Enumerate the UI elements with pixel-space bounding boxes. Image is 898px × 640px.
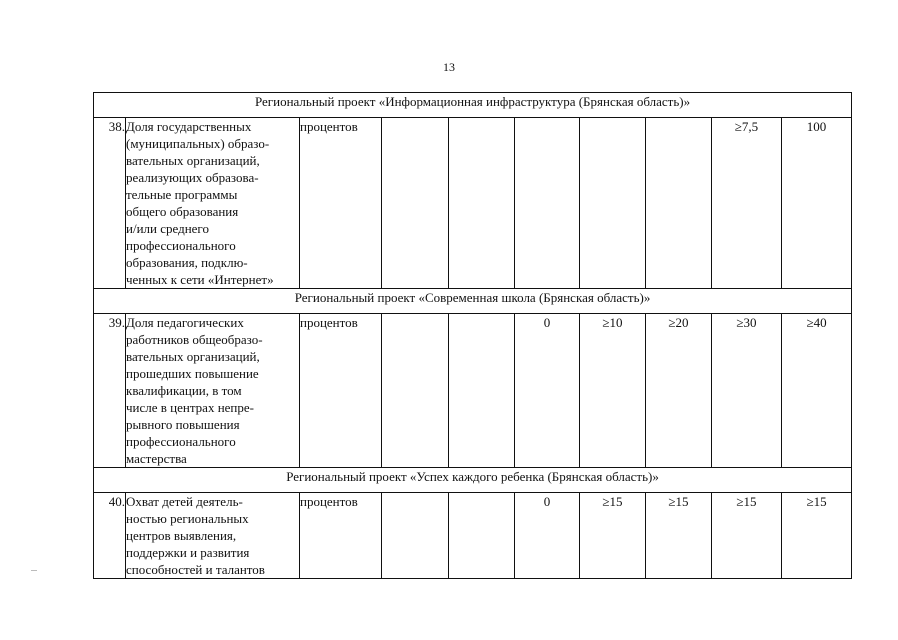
indicator-name-line: ченных к сети «Интернет» — [126, 272, 274, 287]
section-title: Региональный проект «Информационная инфраструктура (Брянская область)» — [94, 93, 852, 118]
value-cell: ≥10 — [580, 314, 646, 468]
value-cell: ≥15 — [712, 493, 782, 579]
table-row — [94, 314, 852, 468]
value-cell: ≥30 — [712, 314, 782, 468]
indicator-name-line: Доля педагогических — [126, 315, 244, 330]
value-cell: ≥7,5 — [712, 118, 782, 289]
row-number: 38. — [94, 118, 126, 289]
table-row — [94, 493, 852, 579]
indicators-table — [93, 92, 852, 579]
indicator-name-line: прошедших повышение — [126, 366, 259, 381]
value-cell — [515, 118, 580, 289]
section-header-row — [94, 289, 852, 314]
row-number: 39. — [94, 314, 126, 468]
indicator-name-line: Доля государственных — [126, 119, 252, 134]
indicator-name-line: (муниципальных) образо- — [126, 136, 270, 151]
indicator-name-line: мастерства — [126, 451, 187, 466]
indicator-name — [126, 314, 300, 468]
indicator-name — [126, 118, 300, 289]
unit-cell: процентов — [300, 493, 382, 579]
indicator-name-line: тельные программы — [126, 187, 238, 202]
indicator-name-line: профессионального — [126, 238, 236, 253]
value-cell: 100 — [782, 118, 852, 289]
value-cell — [580, 118, 646, 289]
indicator-name-line: числе в центрах непре- — [126, 400, 254, 415]
indicator-name-line: реализующих образова- — [126, 170, 259, 185]
indicator-name — [126, 493, 300, 579]
scan-mark — [31, 570, 37, 571]
value-cell — [382, 314, 449, 468]
indicator-name-line: ностью региональных — [126, 511, 249, 526]
unit-cell: процентов — [300, 118, 382, 289]
section-title: Региональный проект «Современная школа (Брянская область)» — [94, 289, 852, 314]
value-cell — [449, 314, 515, 468]
value-cell: 0 — [515, 314, 580, 468]
unit-cell: процентов — [300, 314, 382, 468]
value-cell — [449, 118, 515, 289]
indicator-name-line: вательных организаций, — [126, 349, 260, 364]
indicator-name-line: общего образования — [126, 204, 239, 219]
value-cell: ≥15 — [782, 493, 852, 579]
page-number: 13 — [443, 60, 455, 74]
indicator-name-line: Охват детей деятель- — [126, 494, 243, 509]
indicator-name-line: вательных организаций, — [126, 153, 260, 168]
value-cell: ≥20 — [646, 314, 712, 468]
value-cell: ≥15 — [646, 493, 712, 579]
indicator-name-line: профессионального — [126, 434, 236, 449]
indicator-name-line: центров выявления, — [126, 528, 237, 543]
indicator-name-line: квалификации, в том — [126, 383, 242, 398]
indicator-name-line: поддержки и развития — [126, 545, 250, 560]
value-cell: 0 — [515, 493, 580, 579]
indicator-name-line: способностей и талантов — [126, 562, 265, 577]
value-cell — [382, 493, 449, 579]
value-cell — [382, 118, 449, 289]
value-cell: ≥40 — [782, 314, 852, 468]
row-number: 40. — [94, 493, 126, 579]
section-title: Региональный проект «Успех каждого ребенка (Брянская область)» — [94, 468, 852, 493]
value-cell — [449, 493, 515, 579]
table-row — [94, 118, 852, 289]
value-cell: ≥15 — [580, 493, 646, 579]
indicator-name-line: и/или среднего — [126, 221, 209, 236]
value-cell — [646, 118, 712, 289]
indicator-name-line: работников общеобразо- — [126, 332, 263, 347]
indicator-name-line: образования, подклю- — [126, 255, 248, 270]
indicator-name-line: рывного повышения — [126, 417, 240, 432]
section-header-row — [94, 468, 852, 493]
section-header-row — [94, 93, 852, 118]
